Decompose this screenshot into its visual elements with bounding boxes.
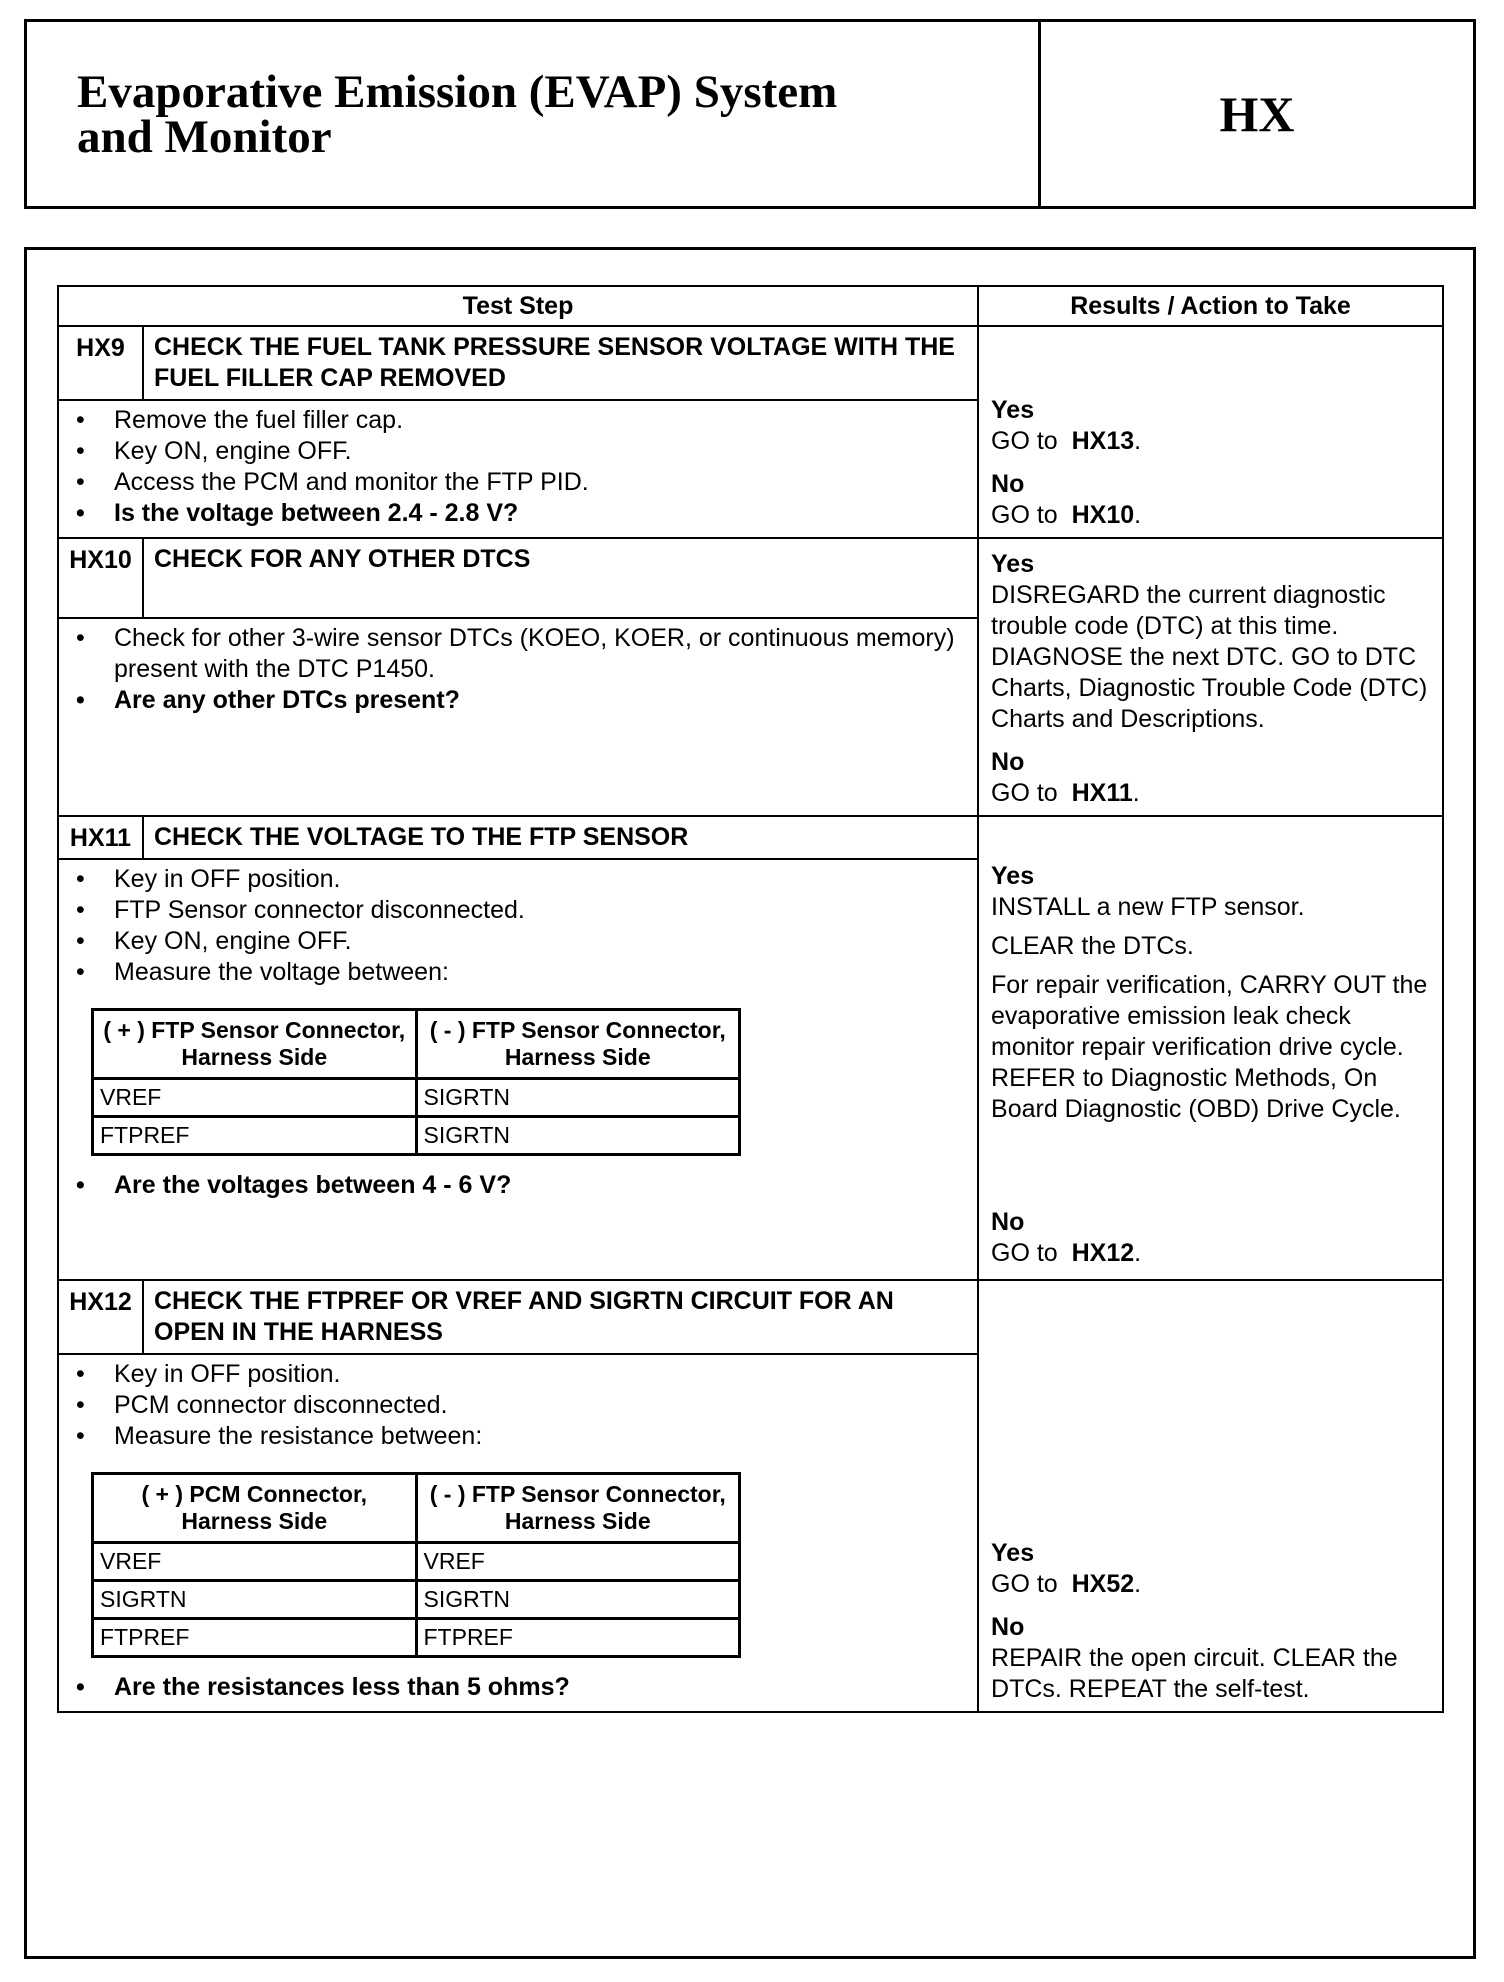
step-title: CHECK THE FTPREF OR VREF AND SIGRTN CIRCUIT FOR AN OPEN IN THE HARNESS [143, 1280, 978, 1354]
goto-text: GO to [991, 501, 1058, 529]
section-code: HX [1219, 86, 1295, 142]
step-question: • Is the voltage between 2.4 - 2.8 V? [114, 498, 969, 529]
measurement-cell: SIGRTN [416, 1581, 740, 1619]
no-action: REPAIR the open circuit. CLEAR the DTCs. REPEAT the self-test. [991, 1644, 1398, 1703]
yes-label: Yes [991, 396, 1035, 424]
step-bullet: • Access the PCM and monitor the FTP PID. [114, 467, 969, 498]
measurement-cell: VREF [93, 1543, 417, 1581]
goto-target: HX10 [1071, 501, 1135, 529]
step-title: CHECK THE VOLTAGE TO THE FTP SENSOR [143, 816, 978, 859]
measurement-cell: SIGRTN [93, 1581, 417, 1619]
results-header: Results / Action to Take [978, 286, 1443, 326]
step-title-row [58, 326, 1443, 400]
no-label: No [991, 470, 1025, 498]
no-label: No [991, 748, 1025, 776]
step-results: Yes INSTALL a new FTP sensor. CLEAR the DTCs. For repair verification, CARRY OUT the evaporative emission leak check monitor repair verification drive cycle. REFER to Diagnostic Methods, On Board Diagnostic (OBD) Drive Cycle. No GO to HX12. [978, 816, 1443, 1280]
goto-target: HX12 [1071, 1239, 1135, 1267]
table-row [93, 1619, 740, 1657]
measurement-cell: SIGRTN [416, 1079, 740, 1117]
step-body [58, 1354, 978, 1712]
goto-text: GO to [991, 779, 1058, 807]
step-bullet: • Key in OFF position. [114, 1359, 969, 1390]
table-row [93, 1543, 740, 1581]
page-title [27, 22, 1041, 206]
step-question: • Are the voltages between 4 - 6 V? [114, 1170, 969, 1201]
step-id: HX11 [58, 816, 143, 859]
step-body [58, 618, 978, 816]
no-label: No [991, 1613, 1025, 1641]
step-title-row [58, 816, 1443, 859]
yes-label: Yes [991, 1539, 1035, 1567]
goto-text: GO to [991, 1239, 1058, 1267]
goto-target: HX13 [1071, 427, 1135, 455]
step-question: • Are the resistances less than 5 ohms? [114, 1672, 969, 1703]
diagnostic-table [57, 285, 1444, 1713]
yes-action: For repair verification, CARRY OUT the evaporative emission leak check monitor repair verification drive cycle. REFER to Diagnostic Methods, On Board Diagnostic (OBD) Drive Cycle. [991, 971, 1428, 1123]
measurement-header: ( + ) PCM Connector, Harness Side [93, 1474, 417, 1543]
step-bullet: • PCM connector disconnected. [114, 1390, 969, 1421]
step-title-row [58, 538, 1443, 618]
yes-action: DISREGARD the current diagnostic trouble code (DTC) at this time. DIAGNOSE the next DTC. GO to DTC Charts, Diagnostic Trouble Code (DTC) Charts and Descriptions. [991, 581, 1428, 733]
measurement-cell: FTPREF [93, 1619, 417, 1657]
page-header [24, 19, 1476, 209]
step-bullet: • Remove the fuel filler cap. [114, 405, 969, 436]
step-results: Yes GO to HX13. No GO to HX10. [978, 326, 1443, 538]
step-question: • Are any other DTCs present? [114, 685, 969, 716]
step-bullet: • Key ON, engine OFF. [114, 436, 969, 467]
page-title-line-2: and Monitor [77, 111, 332, 163]
step-body [58, 859, 978, 1280]
measurement-cell: VREF [416, 1543, 740, 1581]
test-step-header: Test Step [58, 286, 978, 326]
goto-target: HX11 [1071, 779, 1133, 807]
table-row [93, 1581, 740, 1619]
step-results: Yes GO to HX52. No REPAIR the open circuit. CLEAR the DTCs. REPEAT the self-test. [978, 1280, 1443, 1712]
table-row [93, 1079, 740, 1117]
measurement-header: ( - ) FTP Sensor Connector, Harness Side [416, 1474, 740, 1543]
step-body [58, 400, 978, 538]
step-bullet: • Key in OFF position. [114, 864, 969, 895]
measurement-cell: FTPREF [93, 1117, 417, 1155]
yes-action: INSTALL a new FTP sensor. [991, 893, 1305, 921]
step-results: Yes DISREGARD the current diagnostic trouble code (DTC) at this time. DIAGNOSE the next DTC. GO to DTC Charts, Diagnostic Trouble Code (DTC) Charts and Descriptions. No GO to HX11. [978, 538, 1443, 816]
measurement-table [91, 1472, 741, 1658]
step-id: HX9 [58, 326, 143, 400]
step-title: CHECK FOR ANY OTHER DTCS [143, 538, 978, 618]
step-title: CHECK THE FUEL TANK PRESSURE SENSOR VOLTAGE WITH THE FUEL FILLER CAP REMOVED [143, 326, 978, 400]
table-row [93, 1117, 740, 1155]
measurement-cell: VREF [93, 1079, 417, 1117]
step-bullet: • Measure the resistance between: [114, 1421, 969, 1452]
goto-target: HX52 [1071, 1570, 1135, 1598]
measurement-table [91, 1008, 741, 1156]
step-id: HX12 [58, 1280, 143, 1354]
yes-label: Yes [991, 550, 1035, 578]
yes-action: CLEAR the DTCs. [991, 932, 1194, 960]
yes-label: Yes [991, 862, 1035, 890]
step-bullet: • FTP Sensor connector disconnected. [114, 895, 969, 926]
step-bullet: • Key ON, engine OFF. [114, 926, 969, 957]
goto-text: GO to [991, 1570, 1058, 1598]
step-bullet: • Measure the voltage between: [114, 957, 969, 988]
measurement-cell: FTPREF [416, 1619, 740, 1657]
step-id: HX10 [58, 538, 143, 618]
goto-text: GO to [991, 427, 1058, 455]
page-title-line-1: Evaporative Emission (EVAP) System [77, 66, 838, 118]
measurement-header: ( - ) FTP Sensor Connector, Harness Side [416, 1010, 740, 1079]
no-label: No [991, 1208, 1025, 1236]
step-title-row [58, 1280, 1443, 1354]
table-header-row [58, 286, 1443, 326]
measurement-cell: SIGRTN [416, 1117, 740, 1155]
step-bullet: • Check for other 3-wire sensor DTCs (KOEO, KOER, or continuous memory) present with the DTC P1450. [114, 623, 969, 685]
measurement-header: ( + ) FTP Sensor Connector, Harness Side [93, 1010, 417, 1079]
